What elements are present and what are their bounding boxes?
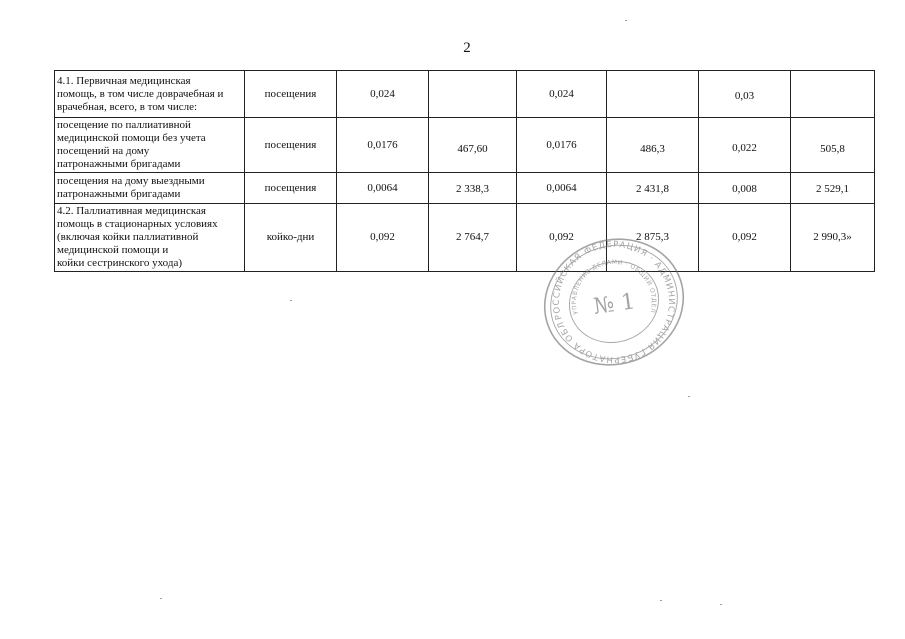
row-name-cell [55,118,245,173]
row-name-line: 4.2. Паллиативная медицинская [57,205,206,217]
svg-text:№ 1: № 1 [591,289,637,320]
svg-text:УПРАВЛЕНИЕ ДЕЛАМИ · ОБЩИЙ ОТДЕ: УПРАВЛЕНИЕ ДЕЛАМИ · ОБЩИЙ ОТДЕЛ [570,258,658,316]
cost-cell-year2 [607,71,699,118]
cost-cell-year3: 2 990,3» [791,204,875,272]
table-row-primary-care [55,71,875,118]
scan-speck [290,300,292,301]
row-name-line: посещения на дому выездными [57,175,205,187]
row-name-line: 4.1. Первичная медицинская [57,74,191,87]
norm-cell-year1: 0,0176 [337,118,429,173]
row-name-line: койки сестринского ухода) [57,257,182,269]
official-seal-stamp [541,238,687,366]
cost-cell-year2: 2 431,8 [607,173,699,204]
scan-speck [625,20,627,21]
row-name-line: патронажными бригадами [57,188,181,200]
table-row-inpatient-palliative [55,204,875,272]
scan-speck [688,396,690,397]
scan-speck [660,600,662,601]
norm-cell-year2: 0,092 [517,204,607,272]
cost-cell-year3 [791,71,875,118]
table-row-palliative-visits [55,118,875,173]
scan-speck [160,598,162,599]
cost-cell-year2: 486,3 [607,118,699,173]
tariff-table [54,70,875,272]
norm-cell-year3: 0,092 [699,204,791,272]
cost-cell-year1: 2 764,7 [429,204,517,272]
scan-speck [720,604,722,605]
svg-text:РОССИЙСКАЯ ФЕДЕРАЦИЯ · АДМИНИС: РОССИЙСКАЯ ФЕДЕРАЦИЯ · АДМИНИСТРАЦИЯ ГУБЕРНАТОРА ОБЛАСТИ [551,239,677,365]
row-name-line: (включая койки паллиативной [57,231,199,243]
cost-cell-year3: 2 529,1 [791,173,875,204]
row-name-line: посещений на дому [57,145,150,157]
row-name-cell [55,204,245,272]
cost-cell-year1: 2 338,3 [429,173,517,204]
norm-cell-year2: 0,024 [517,71,607,118]
unit-cell: посещения [245,71,337,118]
page-number: 2 [463,40,471,56]
row-name-line: посещение по паллиативной [57,119,191,131]
row-name-line: помощь в стационарных условиях [57,218,218,230]
norm-cell-year3: 0,008 [699,173,791,204]
norm-cell-year2: 0,0176 [517,118,607,173]
norm-cell-year3: 0,03 [699,71,791,118]
norm-cell-year1: 0,024 [337,71,429,118]
unit-cell: койко-дни [245,204,337,272]
row-name-line: врачебная, всего, в том числе: [57,100,198,113]
cost-cell-year1: 467,60 [429,118,517,173]
unit-cell: посещения [245,173,337,204]
norm-cell-year2: 0,0064 [517,173,607,204]
cost-cell-year1 [429,71,517,118]
row-name-cell [55,71,245,118]
norm-cell-year1: 0,092 [337,204,429,272]
cost-cell-year2: 2 875,3 [607,204,699,272]
row-name-cell [55,173,245,204]
row-name-line: патронажными бригадами [57,158,181,170]
cost-cell-year3: 505,8 [791,118,875,173]
row-name-line: медицинской помощи и [57,244,169,256]
norm-cell-year3: 0,022 [699,118,791,173]
unit-cell: посещения [245,118,337,173]
table-row-home-visits [55,173,875,204]
row-name-line: медицинской помощи без учета [57,132,206,144]
norm-cell-year1: 0,0064 [337,173,429,204]
row-name-line: помощь, в том числе доврачебная и [57,87,224,100]
